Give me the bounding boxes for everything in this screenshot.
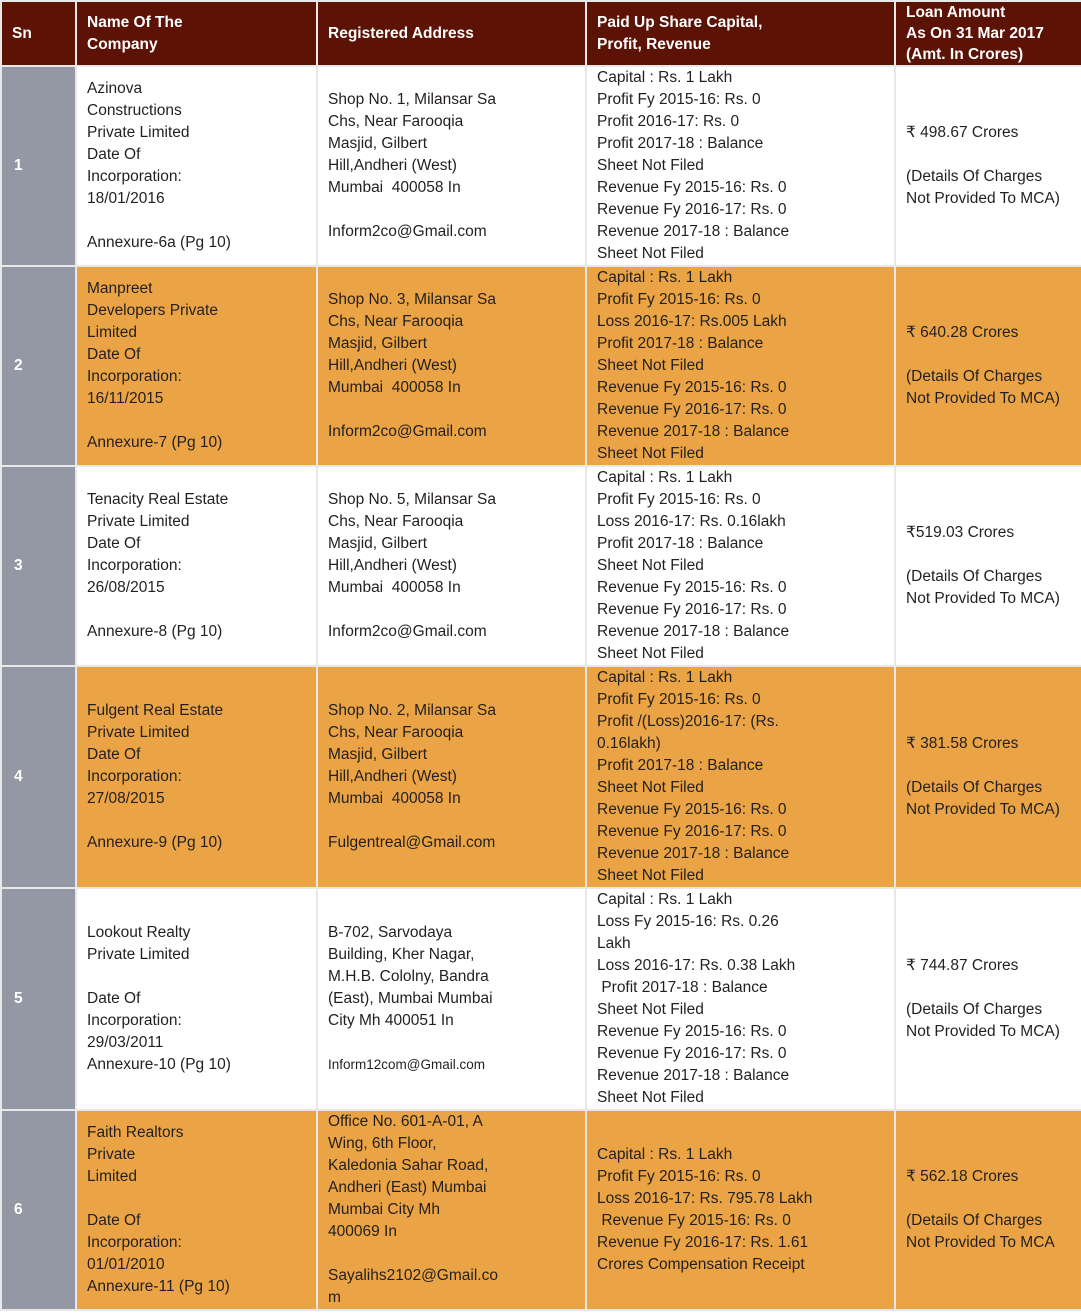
capital-profit-revenue-line: Revenue Fy 2015-16: Rs. 0 <box>597 1212 791 1229</box>
header-loan-amount: Loan Amount As On 31 Mar 2017 (Amt. In Crores) <box>895 1 1081 66</box>
company-name-line: 26/08/2015 <box>87 579 165 596</box>
registered-address-line: Masjid, Gilbert <box>328 335 428 352</box>
company-name-line: Fulgent Real Estate <box>87 702 224 719</box>
company-name-cell <box>76 666 317 888</box>
loan-amount-line: (Details Of Charges <box>906 1001 1043 1018</box>
company-name-line: Date Of <box>87 535 141 552</box>
capital-profit-revenue-line: Revenue 2017-18 : Balance <box>597 223 790 240</box>
company-name-line: Private Limited <box>87 946 190 963</box>
capital-profit-revenue-line: Revenue Fy 2016-17: Rs. 0 <box>597 201 787 218</box>
loan-amount-line: ₹519.03 Crores <box>906 524 1015 541</box>
registered-address-line: Hill,Andheri (West) <box>328 768 457 785</box>
registered-address-line: Office No. 601-A-01, A <box>328 1113 483 1130</box>
capital-profit-revenue-line: Profit Fy 2015-16: Rs. 0 <box>597 691 761 708</box>
capital-profit-revenue-line: Profit 2016-17: Rs. 0 <box>597 113 740 130</box>
registered-address-cell <box>317 888 586 1110</box>
company-name-line: Developers Private <box>87 302 218 319</box>
capital-profit-revenue-line: Profit 2017-18 : Balance <box>597 135 764 152</box>
registered-address-line: Hill,Andheri (West) <box>328 357 457 374</box>
table-row <box>1 266 1081 466</box>
capital-profit-revenue-line: Profit 2017-18 : Balance <box>597 979 768 996</box>
blank-line <box>906 344 1071 366</box>
loan-amount-line: Not Provided To MCA) <box>906 190 1060 207</box>
company-name-line: Azinova <box>87 80 143 97</box>
registered-address-line: City Mh 400051 In <box>328 1012 454 1029</box>
header-sn: Sn <box>1 1 76 66</box>
capital-profit-revenue-line: Revenue Fy 2016-17: Rs. 1.61 <box>597 1234 809 1251</box>
registered-address-cell <box>317 266 586 466</box>
table-row <box>1 888 1081 1110</box>
capital-profit-revenue-line: Revenue 2017-18 : Balance <box>597 623 790 640</box>
loan-amount-line: Not Provided To MCA) <box>906 801 1060 818</box>
blank-line <box>87 210 306 232</box>
header-registered-address: Registered Address <box>317 1 586 66</box>
blank-line <box>906 144 1071 166</box>
company-name-line: Annexure-6a (Pg 10) <box>87 234 231 251</box>
company-name-line: Manpreet <box>87 280 153 297</box>
capital-profit-revenue-line: Profit /(Loss)2016-17: (Rs. <box>597 713 779 730</box>
header-row <box>1 1 1081 66</box>
company-name-line: 16/11/2015 <box>87 390 164 407</box>
registered-address-line: Inform2co@Gmail.com <box>328 423 487 440</box>
capital-profit-revenue-line: Profit 2017-18 : Balance <box>597 535 764 552</box>
loan-amount-line: (Details Of Charges <box>906 368 1043 385</box>
company-name-line: Date Of <box>87 1212 141 1229</box>
company-name-cell <box>76 466 317 666</box>
registered-address-cell <box>317 666 586 888</box>
table-row <box>1 666 1081 888</box>
registered-address-cell <box>317 466 586 666</box>
capital-profit-revenue-line: Sheet Not Filed <box>597 645 704 662</box>
registered-address-line: Hill,Andheri (West) <box>328 557 457 574</box>
row-serial-number: 2 <box>1 266 76 466</box>
blank-line <box>906 544 1071 566</box>
loan-amount-line: Not Provided To MCA) <box>906 590 1060 607</box>
registered-address-line: Inform2co@Gmail.com <box>328 623 487 640</box>
company-name-line: Incorporation: <box>87 1234 182 1251</box>
registered-address-line: Mumbai 400058 In <box>328 579 461 596</box>
blank-line <box>87 1188 306 1210</box>
blank-line <box>328 1243 575 1265</box>
capital-profit-revenue-line: Profit 2017-18 : Balance <box>597 335 764 352</box>
registered-address-line: Shop No. 3, Milansar Sa <box>328 291 497 308</box>
capital-profit-revenue-line: Crores Compensation Receipt <box>597 1256 805 1273</box>
row-serial-number: 5 <box>1 888 76 1110</box>
capital-profit-revenue-line: Capital : Rs. 1 Lakh <box>597 269 733 286</box>
capital-profit-revenue-line: Revenue 2017-18 : Balance <box>597 423 790 440</box>
capital-profit-revenue-line: Sheet Not Filed <box>597 1089 704 1106</box>
capital-profit-revenue-line: Sheet Not Filed <box>597 245 704 262</box>
capital-profit-revenue-line: Revenue Fy 2016-17: Rs. 0 <box>597 1045 787 1062</box>
capital-profit-revenue-line: Revenue Fy 2015-16: Rs. 0 <box>597 179 787 196</box>
registered-address-cell <box>317 66 586 266</box>
loan-amount-line: ₹ 640.28 Crores <box>906 324 1019 341</box>
registered-address-line: Kaledonia Sahar Road, <box>328 1157 489 1174</box>
registered-address-line: Inform12com@Gmail.com <box>328 1057 485 1072</box>
registered-address-line: Chs, Near Farooqia <box>328 513 464 530</box>
capital-profit-revenue-line: Sheet Not Filed <box>597 867 704 884</box>
registered-address-line: Chs, Near Farooqia <box>328 313 464 330</box>
capital-profit-revenue-line: Capital : Rs. 1 Lakh <box>597 69 733 86</box>
capital-profit-revenue-line: Profit 2017-18 : Balance <box>597 757 764 774</box>
loan-amount-cell <box>895 888 1081 1110</box>
company-name-line: 29/03/2011 <box>87 1034 164 1051</box>
registered-address-line: m <box>328 1289 341 1306</box>
capital-profit-revenue-line: Profit Fy 2015-16: Rs. 0 <box>597 1168 761 1185</box>
company-name-line: Annexure-8 (Pg 10) <box>87 623 223 640</box>
capital-profit-revenue-line: Revenue 2017-18 : Balance <box>597 1067 790 1084</box>
loan-amount-line: Not Provided To MCA <box>906 1234 1055 1251</box>
capital-profit-revenue-line: Loss 2016-17: Rs. 0.38 Lakh <box>597 957 796 974</box>
row-serial-number: 6 <box>1 1110 76 1310</box>
capital-profit-revenue-cell <box>586 666 895 888</box>
capital-profit-revenue-line: Revenue Fy 2016-17: Rs. 0 <box>597 823 787 840</box>
blank-line <box>87 810 306 832</box>
company-name-line: Date Of <box>87 746 141 763</box>
company-name-line: Incorporation: <box>87 1012 182 1029</box>
blank-line <box>906 1188 1071 1210</box>
blank-line <box>87 599 306 621</box>
capital-profit-revenue-line: Loss 2016-17: Rs. 795.78 Lakh <box>597 1190 813 1207</box>
capital-profit-revenue-line: Loss 2016-17: Rs.005 Lakh <box>597 313 787 330</box>
registered-address-line: Inform2co@Gmail.com <box>328 223 487 240</box>
company-name-line: 01/01/2010 <box>87 1256 165 1273</box>
blank-line <box>906 755 1071 777</box>
capital-profit-revenue-line: Profit Fy 2015-16: Rs. 0 <box>597 491 761 508</box>
registered-address-line: Mumbai 400058 In <box>328 790 461 807</box>
capital-profit-revenue-cell <box>586 66 895 266</box>
capital-profit-revenue-line: 0.16lakh) <box>597 735 661 752</box>
loan-amount-cell <box>895 466 1081 666</box>
company-name-line: Tenacity Real Estate <box>87 491 229 508</box>
company-name-line: Lookout Realty <box>87 924 191 941</box>
loan-amount-line: ₹ 381.58 Crores <box>906 735 1019 752</box>
blank-line <box>328 810 575 832</box>
loan-amount-cell <box>895 666 1081 888</box>
loan-amount-cell <box>895 66 1081 266</box>
registered-address-line: Masjid, Gilbert <box>328 746 428 763</box>
row-serial-number: 4 <box>1 666 76 888</box>
company-name-cell <box>76 888 317 1110</box>
company-name-line: Incorporation: <box>87 168 182 185</box>
table-row <box>1 66 1081 266</box>
registered-address-cell <box>317 1110 586 1310</box>
company-name-line: Incorporation: <box>87 557 182 574</box>
company-name-line: Annexure-9 (Pg 10) <box>87 834 223 851</box>
company-name-cell <box>76 266 317 466</box>
loan-amount-cell <box>895 266 1081 466</box>
loan-amount-line: Not Provided To MCA) <box>906 1023 1060 1040</box>
capital-profit-revenue-line: Loss 2016-17: Rs. 0.16lakh <box>597 513 786 530</box>
company-name-line: Incorporation: <box>87 768 182 785</box>
company-name-line: Annexure-11 (Pg 10) <box>87 1278 230 1295</box>
company-name-line: Private Limited <box>87 724 190 741</box>
blank-line <box>87 410 306 432</box>
company-name-line: 18/01/2016 <box>87 190 165 207</box>
registered-address-line: B-702, Sarvodaya <box>328 924 453 941</box>
capital-profit-revenue-line: Revenue Fy 2015-16: Rs. 0 <box>597 379 787 396</box>
company-name-cell <box>76 66 317 266</box>
loan-amount-line: ₹ 744.87 Crores <box>906 957 1019 974</box>
capital-profit-revenue-cell <box>586 888 895 1110</box>
capital-profit-revenue-line: Revenue Fy 2015-16: Rs. 0 <box>597 1023 787 1040</box>
company-name-line: Date Of <box>87 990 141 1007</box>
registered-address-line: Mumbai 400058 In <box>328 179 461 196</box>
table-row <box>1 466 1081 666</box>
company-name-line: Annexure-10 (Pg 10) <box>87 1056 231 1073</box>
registered-address-line: Mumbai 400058 In <box>328 379 461 396</box>
registered-address-line: Hill,Andheri (West) <box>328 157 457 174</box>
registered-address-line: Shop No. 1, Milansar Sa <box>328 91 497 108</box>
registered-address-line: Wing, 6th Floor, <box>328 1135 437 1152</box>
blank-line <box>328 399 575 421</box>
registered-address-line: Chs, Near Farooqia <box>328 113 464 130</box>
loan-amount-line: (Details Of Charges <box>906 779 1043 796</box>
header-company-name: Name Of The Company <box>76 1 317 66</box>
company-name-cell <box>76 1110 317 1310</box>
capital-profit-revenue-line: Sheet Not Filed <box>597 1001 704 1018</box>
registered-address-line: Masjid, Gilbert <box>328 135 428 152</box>
table-row <box>1 1110 1081 1310</box>
capital-profit-revenue-line: Capital : Rs. 1 Lakh <box>597 1146 733 1163</box>
loan-amount-cell <box>895 1110 1081 1310</box>
capital-profit-revenue-line: Revenue Fy 2015-16: Rs. 0 <box>597 801 787 818</box>
row-serial-number: 1 <box>1 66 76 266</box>
company-name-line: Limited <box>87 324 137 341</box>
company-name-line: Date Of <box>87 346 141 363</box>
registered-address-line: Shop No. 5, Milansar Sa <box>328 491 497 508</box>
capital-profit-revenue-line: Revenue 2017-18 : Balance <box>597 845 790 862</box>
loan-amount-line: (Details Of Charges <box>906 168 1043 185</box>
capital-profit-revenue-cell <box>586 466 895 666</box>
loan-amount-line: (Details Of Charges <box>906 568 1043 585</box>
capital-profit-revenue-line: Sheet Not Filed <box>597 157 704 174</box>
company-name-line: Faith Realtors <box>87 1124 184 1141</box>
company-name-line: Date Of <box>87 146 141 163</box>
company-name-line: Private Limited <box>87 124 190 141</box>
loan-amount-line: ₹ 498.67 Crores <box>906 124 1019 141</box>
company-name-line: Private <box>87 1146 136 1163</box>
registered-address-line: Andheri (East) Mumbai <box>328 1179 487 1196</box>
capital-profit-revenue-line: Sheet Not Filed <box>597 445 704 462</box>
capital-profit-revenue-line: Capital : Rs. 1 Lakh <box>597 669 733 686</box>
company-name-line: Limited <box>87 1168 137 1185</box>
registered-address-line: (East), Mumbai Mumbai <box>328 990 493 1007</box>
registered-address-line: Masjid, Gilbert <box>328 535 428 552</box>
capital-profit-revenue-line: Capital : Rs. 1 Lakh <box>597 891 733 908</box>
capital-profit-revenue-line: Sheet Not Filed <box>597 779 704 796</box>
capital-profit-revenue-line: Revenue Fy 2015-16: Rs. 0 <box>597 579 787 596</box>
blank-line <box>87 966 306 988</box>
company-name-line: Constructions <box>87 102 182 119</box>
company-name-line: Incorporation: <box>87 368 182 385</box>
header-capital-profit-revenue: Paid Up Share Capital, Profit, Revenue <box>586 1 895 66</box>
registered-address-line: Building, Kher Nagar, <box>328 946 475 963</box>
company-name-line: 27/08/2015 <box>87 790 165 807</box>
blank-line <box>328 599 575 621</box>
company-name-line: Annexure-7 (Pg 10) <box>87 434 223 451</box>
capital-profit-revenue-line: Revenue Fy 2016-17: Rs. 0 <box>597 401 787 418</box>
company-name-line: Private Limited <box>87 513 190 530</box>
blank-line <box>328 1032 575 1054</box>
registered-address-line: Mumbai City Mh <box>328 1201 440 1218</box>
registered-address-line: M.H.B. Cololny, Bandra <box>328 968 489 985</box>
capital-profit-revenue-line: Sheet Not Filed <box>597 357 704 374</box>
loan-amount-line: Not Provided To MCA) <box>906 390 1060 407</box>
registered-address-line: Chs, Near Farooqia <box>328 724 464 741</box>
capital-profit-revenue-cell <box>586 1110 895 1310</box>
capital-profit-revenue-line: Lakh <box>597 935 631 952</box>
capital-profit-revenue-line: Revenue Fy 2016-17: Rs. 0 <box>597 601 787 618</box>
registered-address-line: Sayalihs2102@Gmail.co <box>328 1267 498 1284</box>
blank-line <box>328 199 575 221</box>
registered-address-line: 400069 In <box>328 1223 397 1240</box>
loan-amount-line: ₹ 562.18 Crores <box>906 1168 1019 1185</box>
blank-line <box>906 977 1071 999</box>
capital-profit-revenue-cell <box>586 266 895 466</box>
capital-profit-revenue-line: Profit Fy 2015-16: Rs. 0 <box>597 91 761 108</box>
row-serial-number: 3 <box>1 466 76 666</box>
registered-address-line: Fulgentreal@Gmail.com <box>328 834 496 851</box>
loan-amount-line: (Details Of Charges <box>906 1212 1043 1229</box>
capital-profit-revenue-line: Profit Fy 2015-16: Rs. 0 <box>597 291 761 308</box>
registered-address-line: Shop No. 2, Milansar Sa <box>328 702 497 719</box>
capital-profit-revenue-line: Loss Fy 2015-16: Rs. 0.26 <box>597 913 779 930</box>
capital-profit-revenue-line: Capital : Rs. 1 Lakh <box>597 469 733 486</box>
capital-profit-revenue-line: Sheet Not Filed <box>597 557 704 574</box>
